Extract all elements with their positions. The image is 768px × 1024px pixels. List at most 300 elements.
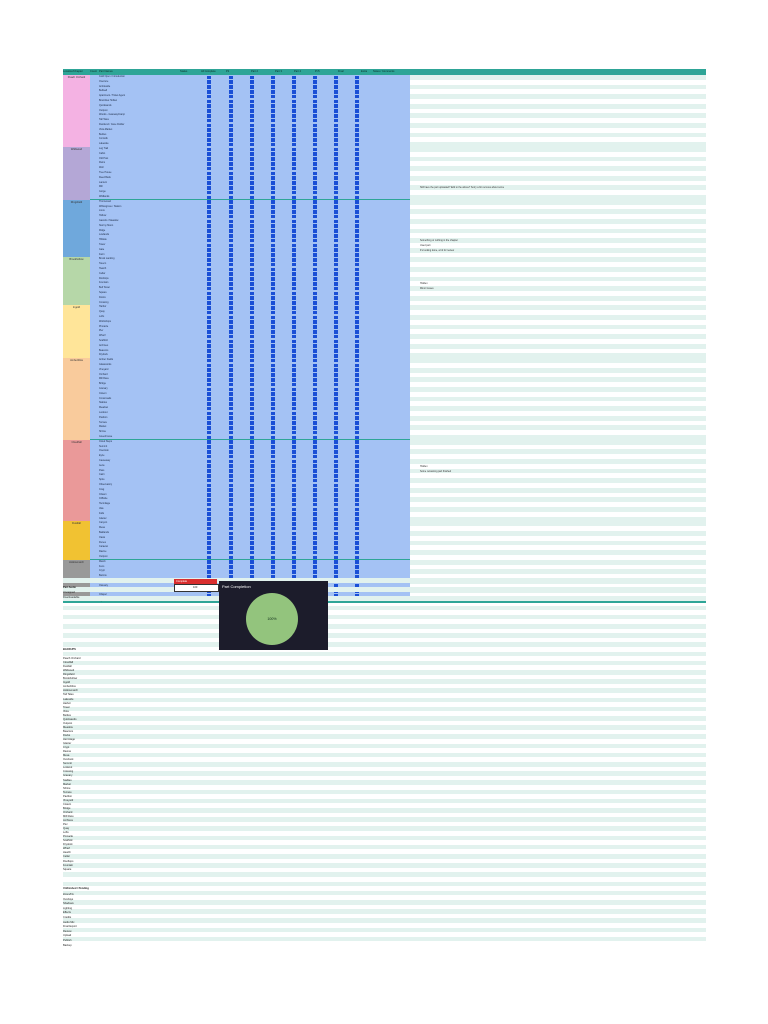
status-checkbox[interactable] (229, 172, 233, 176)
status-checkbox[interactable] (229, 80, 233, 84)
status-checkbox[interactable] (207, 152, 211, 156)
status-checkbox[interactable] (250, 484, 254, 488)
status-checkbox[interactable] (355, 469, 359, 473)
status-checkbox[interactable] (250, 186, 254, 190)
status-checkbox[interactable] (207, 330, 211, 334)
status-checkbox[interactable] (271, 522, 275, 526)
part-name[interactable]: Bridge (99, 382, 106, 386)
status-checkbox[interactable] (207, 316, 211, 320)
status-checkbox[interactable] (250, 536, 254, 540)
status-checkbox[interactable] (271, 392, 275, 396)
part-name[interactable]: Falls (99, 511, 105, 515)
part-name[interactable]: Lofts (99, 315, 105, 318)
status-checkbox[interactable] (313, 109, 317, 113)
status-checkbox[interactable] (207, 292, 211, 296)
status-checkbox[interactable] (334, 364, 338, 368)
status-checkbox[interactable] (313, 248, 317, 252)
part-name[interactable]: Glacier (99, 516, 107, 520)
status-checkbox[interactable] (250, 76, 254, 80)
status-checkbox[interactable] (334, 455, 338, 459)
status-checkbox[interactable] (334, 76, 338, 80)
status-checkbox[interactable] (334, 551, 338, 555)
status-checkbox[interactable] (313, 205, 317, 209)
status-checkbox[interactable] (313, 412, 317, 416)
part-name[interactable]: Vale (99, 507, 104, 510)
status-checkbox[interactable] (250, 287, 254, 291)
part-name[interactable]: Hermitage (99, 502, 111, 506)
status-checkbox[interactable] (271, 479, 275, 483)
part-name[interactable]: Rooftops (99, 276, 109, 280)
status-checkbox[interactable] (292, 474, 296, 478)
part-name[interactable]: Tavern (99, 262, 107, 266)
status-checkbox[interactable] (313, 364, 317, 368)
status-checkbox[interactable] (334, 508, 338, 512)
status-checkbox[interactable] (207, 503, 211, 507)
status-checkbox[interactable] (271, 373, 275, 377)
status-checkbox[interactable] (250, 440, 254, 444)
status-checkbox[interactable] (313, 445, 317, 449)
status-checkbox[interactable] (355, 277, 359, 281)
status-checkbox[interactable] (334, 536, 338, 540)
status-checkbox[interactable] (355, 488, 359, 492)
status-checkbox[interactable] (334, 416, 338, 420)
status-checkbox[interactable] (292, 287, 296, 291)
status-checkbox[interactable] (207, 320, 211, 324)
status-checkbox[interactable] (229, 474, 233, 478)
status-checkbox[interactable] (292, 205, 296, 209)
status-checkbox[interactable] (313, 200, 317, 204)
status-checkbox[interactable] (292, 100, 296, 104)
part-name[interactable]: Crossroads (99, 396, 112, 400)
status-checkbox[interactable] (207, 220, 211, 224)
part-name[interactable]: Lookout (99, 411, 108, 414)
status-checkbox[interactable] (313, 229, 317, 233)
status-checkbox[interactable] (271, 200, 275, 204)
status-checkbox[interactable] (334, 90, 338, 94)
status-checkbox[interactable] (334, 157, 338, 161)
status-checkbox[interactable] (207, 383, 211, 387)
part-name[interactable]: Lantern (99, 180, 108, 184)
status-checkbox[interactable] (250, 282, 254, 286)
status-checkbox[interactable] (355, 80, 359, 84)
status-checkbox[interactable] (313, 498, 317, 502)
status-checkbox[interactable] (229, 383, 233, 387)
part-name[interactable]: Pass (99, 468, 105, 472)
status-checkbox[interactable] (292, 76, 296, 80)
status-checkbox[interactable] (334, 224, 338, 228)
status-checkbox[interactable] (334, 80, 338, 84)
part-name[interactable]: Fountain (99, 281, 109, 285)
status-checkbox[interactable] (292, 272, 296, 276)
status-checkbox[interactable] (229, 239, 233, 243)
status-checkbox[interactable] (250, 95, 254, 99)
status-checkbox[interactable] (229, 152, 233, 156)
status-checkbox[interactable] (292, 258, 296, 262)
status-checkbox[interactable] (229, 215, 233, 219)
status-checkbox[interactable] (313, 474, 317, 478)
status-checkbox[interactable] (292, 512, 296, 516)
status-checkbox[interactable] (313, 325, 317, 329)
status-checkbox[interactable] (229, 460, 233, 464)
part-name[interactable]: Gazebo / Meadow (99, 219, 119, 222)
status-checkbox[interactable] (271, 282, 275, 286)
status-checkbox[interactable] (334, 128, 338, 132)
status-checkbox[interactable] (229, 527, 233, 531)
status-checkbox[interactable] (334, 440, 338, 444)
status-checkbox[interactable] (334, 527, 338, 531)
status-checkbox[interactable] (250, 109, 254, 113)
status-checkbox[interactable] (207, 450, 211, 454)
status-checkbox[interactable] (271, 239, 275, 243)
status-checkbox[interactable] (292, 488, 296, 492)
status-checkbox[interactable] (334, 378, 338, 382)
status-checkbox[interactable] (355, 272, 359, 276)
status-checkbox[interactable] (229, 431, 233, 435)
status-checkbox[interactable] (334, 565, 338, 569)
status-checkbox[interactable] (355, 474, 359, 478)
status-checkbox[interactable] (334, 244, 338, 248)
status-checkbox[interactable] (355, 85, 359, 89)
status-checkbox[interactable] (355, 440, 359, 444)
grid-row[interactable] (63, 941, 706, 946)
status-checkbox[interactable] (334, 220, 338, 224)
status-checkbox[interactable] (229, 133, 233, 137)
part-name[interactable]: Pinnacle (99, 324, 109, 328)
status-checkbox[interactable] (207, 268, 211, 272)
status-checkbox[interactable] (334, 421, 338, 425)
status-checkbox[interactable] (207, 412, 211, 416)
status-checkbox[interactable] (292, 498, 296, 502)
status-checkbox[interactable] (250, 397, 254, 401)
status-checkbox[interactable] (229, 157, 233, 161)
status-checkbox[interactable] (313, 152, 317, 156)
status-checkbox[interactable] (313, 138, 317, 142)
status-checkbox[interactable] (313, 124, 317, 128)
status-checkbox[interactable] (355, 522, 359, 526)
status-checkbox[interactable] (207, 469, 211, 473)
status-checkbox[interactable] (334, 488, 338, 492)
status-checkbox[interactable] (334, 167, 338, 171)
status-checkbox[interactable] (250, 364, 254, 368)
status-checkbox[interactable] (355, 205, 359, 209)
status-checkbox[interactable] (292, 148, 296, 152)
status-checkbox[interactable] (292, 306, 296, 310)
complete-value-box[interactable] (174, 584, 219, 592)
status-checkbox[interactable] (334, 306, 338, 310)
status-checkbox[interactable] (250, 508, 254, 512)
status-checkbox[interactable] (355, 124, 359, 128)
status-checkbox[interactable] (250, 133, 254, 137)
status-checkbox[interactable] (271, 450, 275, 454)
status-checkbox[interactable] (271, 229, 275, 233)
status-checkbox[interactable] (334, 277, 338, 281)
status-checkbox[interactable] (355, 282, 359, 286)
status-checkbox[interactable] (250, 244, 254, 248)
part-name[interactable]: Archives (99, 343, 109, 347)
status-checkbox[interactable] (355, 397, 359, 401)
status-checkbox[interactable] (292, 133, 296, 137)
part-name[interactable]: Shrine (99, 430, 106, 434)
status-checkbox[interactable] (334, 320, 338, 324)
status-checkbox[interactable] (229, 306, 233, 310)
part-name[interactable]: Outpost (99, 555, 108, 558)
status-checkbox[interactable] (250, 181, 254, 185)
status-checkbox[interactable] (292, 172, 296, 176)
status-checkbox[interactable] (292, 349, 296, 353)
part-name[interactable]: Chapel (99, 593, 107, 597)
status-checkbox[interactable] (355, 181, 359, 185)
status-checkbox[interactable] (292, 330, 296, 334)
status-checkbox[interactable] (355, 162, 359, 166)
status-checkbox[interactable] (229, 114, 233, 118)
status-checkbox[interactable] (292, 296, 296, 300)
status-checkbox[interactable] (250, 335, 254, 339)
status-checkbox[interactable] (271, 421, 275, 425)
part-name[interactable]: Cistern (99, 391, 107, 395)
status-checkbox[interactable] (271, 100, 275, 104)
status-checkbox[interactable] (292, 239, 296, 243)
status-checkbox[interactable] (313, 263, 317, 267)
status-checkbox[interactable] (313, 541, 317, 545)
status-checkbox[interactable] (292, 503, 296, 507)
status-checkbox[interactable] (313, 316, 317, 320)
status-checkbox[interactable] (313, 172, 317, 176)
status-checkbox[interactable] (250, 503, 254, 507)
status-checkbox[interactable] (250, 560, 254, 564)
status-checkbox[interactable] (250, 311, 254, 315)
status-checkbox[interactable] (207, 258, 211, 262)
status-checkbox[interactable] (355, 95, 359, 99)
status-checkbox[interactable] (250, 268, 254, 272)
status-checkbox[interactable] (292, 181, 296, 185)
part-name[interactable]: Thornwood (99, 199, 111, 203)
status-checkbox[interactable] (207, 85, 211, 89)
status-checkbox[interactable] (271, 95, 275, 99)
part-name[interactable]: Granary (99, 387, 108, 390)
status-checkbox[interactable] (292, 565, 296, 569)
part-name[interactable]: Wharf (99, 334, 106, 338)
status-checkbox[interactable] (271, 114, 275, 118)
status-checkbox[interactable] (313, 292, 317, 296)
status-checkbox[interactable] (292, 263, 296, 267)
status-checkbox[interactable] (334, 344, 338, 348)
status-checkbox[interactable] (313, 359, 317, 363)
status-checkbox[interactable] (250, 176, 254, 180)
status-checkbox[interactable] (207, 148, 211, 152)
status-checkbox[interactable] (271, 210, 275, 214)
status-checkbox[interactable] (334, 119, 338, 123)
status-checkbox[interactable] (207, 162, 211, 166)
status-checkbox[interactable] (292, 464, 296, 468)
status-checkbox[interactable] (207, 287, 211, 291)
status-checkbox[interactable] (271, 138, 275, 142)
status-checkbox[interactable] (207, 157, 211, 161)
status-checkbox[interactable] (250, 330, 254, 334)
status-checkbox[interactable] (313, 287, 317, 291)
status-checkbox[interactable] (229, 119, 233, 123)
status-checkbox[interactable] (313, 239, 317, 243)
status-checkbox[interactable] (229, 479, 233, 483)
status-checkbox[interactable] (355, 570, 359, 574)
status-checkbox[interactable] (207, 570, 211, 574)
status-checkbox[interactable] (207, 484, 211, 488)
status-checkbox[interactable] (355, 368, 359, 372)
status-checkbox[interactable] (292, 551, 296, 555)
status-checkbox[interactable] (292, 124, 296, 128)
status-checkbox[interactable] (355, 546, 359, 550)
status-checkbox[interactable] (292, 527, 296, 531)
status-checkbox[interactable] (207, 455, 211, 459)
status-checkbox[interactable] (229, 388, 233, 392)
status-checkbox[interactable] (313, 570, 317, 574)
status-checkbox[interactable] (271, 397, 275, 401)
status-checkbox[interactable] (207, 527, 211, 531)
status-checkbox[interactable] (207, 349, 211, 353)
part-name[interactable]: Wildlands (99, 195, 110, 198)
status-checkbox[interactable] (229, 344, 233, 348)
status-checkbox[interactable] (229, 402, 233, 406)
status-checkbox[interactable] (334, 460, 338, 464)
status-checkbox[interactable] (207, 114, 211, 118)
status-checkbox[interactable] (355, 316, 359, 320)
status-checkbox[interactable] (207, 133, 211, 137)
part-name[interactable]: Market (99, 425, 107, 429)
status-checkbox[interactable] (229, 104, 233, 108)
status-checkbox[interactable] (334, 560, 338, 564)
part-name[interactable]: Cloud Steps (99, 439, 113, 443)
status-checkbox[interactable] (292, 229, 296, 233)
status-checkbox[interactable] (292, 316, 296, 320)
status-checkbox[interactable] (250, 455, 254, 459)
status-checkbox[interactable] (334, 109, 338, 113)
part-name[interactable]: Docks (99, 295, 106, 299)
status-checkbox[interactable] (334, 349, 338, 353)
status-checkbox[interactable] (334, 522, 338, 526)
part-name[interactable]: Eyrie (99, 454, 105, 458)
status-checkbox[interactable] (271, 124, 275, 128)
status-checkbox[interactable] (271, 157, 275, 161)
status-checkbox[interactable] (355, 186, 359, 190)
part-name[interactable]: Hollow (99, 214, 107, 218)
status-checkbox[interactable] (207, 272, 211, 276)
status-checkbox[interactable] (334, 272, 338, 276)
status-checkbox[interactable] (292, 359, 296, 363)
status-checkbox[interactable] (207, 340, 211, 344)
status-checkbox[interactable] (250, 450, 254, 454)
status-checkbox[interactable] (313, 469, 317, 473)
part-name[interactable]: Barrow (99, 574, 107, 578)
part-name[interactable]: Dunes (99, 540, 106, 544)
status-checkbox[interactable] (250, 402, 254, 406)
status-checkbox[interactable] (355, 344, 359, 348)
status-checkbox[interactable] (313, 95, 317, 99)
status-checkbox[interactable] (229, 536, 233, 540)
status-checkbox[interactable] (313, 215, 317, 219)
status-checkbox[interactable] (292, 397, 296, 401)
status-checkbox[interactable] (355, 512, 359, 516)
status-checkbox[interactable] (207, 541, 211, 545)
status-checkbox[interactable] (207, 244, 211, 248)
status-checkbox[interactable] (292, 407, 296, 411)
status-checkbox[interactable] (292, 560, 296, 564)
status-checkbox[interactable] (207, 460, 211, 464)
status-checkbox[interactable] (229, 248, 233, 252)
status-checkbox[interactable] (355, 258, 359, 262)
status-checkbox[interactable] (355, 565, 359, 569)
status-checkbox[interactable] (355, 167, 359, 171)
status-checkbox[interactable] (271, 296, 275, 300)
status-checkbox[interactable] (207, 90, 211, 94)
part-name[interactable]: Glassworks (99, 363, 112, 366)
part-name[interactable]: Overture (99, 79, 109, 83)
status-checkbox[interactable] (313, 104, 317, 108)
part-name[interactable]: Lions (99, 209, 105, 213)
status-checkbox[interactable] (250, 493, 254, 497)
status-checkbox[interactable] (313, 512, 317, 516)
status-checkbox[interactable] (313, 397, 317, 401)
status-checkbox[interactable] (271, 546, 275, 550)
status-checkbox[interactable] (271, 152, 275, 156)
status-checkbox[interactable] (355, 325, 359, 329)
status-checkbox[interactable] (207, 479, 211, 483)
status-checkbox[interactable] (292, 373, 296, 377)
part-name[interactable]: Outpost (99, 108, 108, 112)
status-checkbox[interactable] (271, 469, 275, 473)
status-checkbox[interactable] (229, 128, 233, 132)
part-name[interactable]: Beacons (99, 348, 109, 352)
status-checkbox[interactable] (355, 493, 359, 497)
part-name[interactable]: Cornsilk (99, 137, 108, 141)
status-checkbox[interactable] (207, 229, 211, 233)
part-name[interactable]: Ruins (99, 161, 106, 165)
status-checkbox[interactable] (334, 392, 338, 396)
status-checkbox[interactable] (229, 488, 233, 492)
status-checkbox[interactable] (292, 157, 296, 161)
status-checkbox[interactable] (271, 268, 275, 272)
status-checkbox[interactable] (355, 100, 359, 104)
status-checkbox[interactable] (334, 335, 338, 339)
status-checkbox[interactable] (229, 124, 233, 128)
status-checkbox[interactable] (355, 412, 359, 416)
status-checkbox[interactable] (313, 546, 317, 550)
status-checkbox[interactable] (250, 205, 254, 209)
status-checkbox[interactable] (250, 416, 254, 420)
status-checkbox[interactable] (355, 503, 359, 507)
status-checkbox[interactable] (313, 527, 317, 531)
status-checkbox[interactable] (334, 431, 338, 435)
status-checkbox[interactable] (271, 248, 275, 252)
status-checkbox[interactable] (313, 440, 317, 444)
status-checkbox[interactable] (334, 388, 338, 392)
status-checkbox[interactable] (229, 200, 233, 204)
status-checkbox[interactable] (292, 532, 296, 536)
status-checkbox[interactable] (355, 109, 359, 113)
status-checkbox[interactable] (313, 416, 317, 420)
status-checkbox[interactable] (271, 536, 275, 540)
status-checkbox[interactable] (313, 320, 317, 324)
status-checkbox[interactable] (271, 565, 275, 569)
status-checkbox[interactable] (207, 263, 211, 267)
status-checkbox[interactable] (229, 205, 233, 209)
part-name[interactable]: Greenhouse (99, 435, 113, 438)
status-checkbox[interactable] (271, 378, 275, 382)
status-checkbox[interactable] (334, 412, 338, 416)
status-checkbox[interactable] (250, 100, 254, 104)
status-checkbox[interactable] (334, 450, 338, 454)
status-checkbox[interactable] (250, 541, 254, 545)
status-checkbox[interactable] (355, 455, 359, 459)
status-checkbox[interactable] (271, 570, 275, 574)
